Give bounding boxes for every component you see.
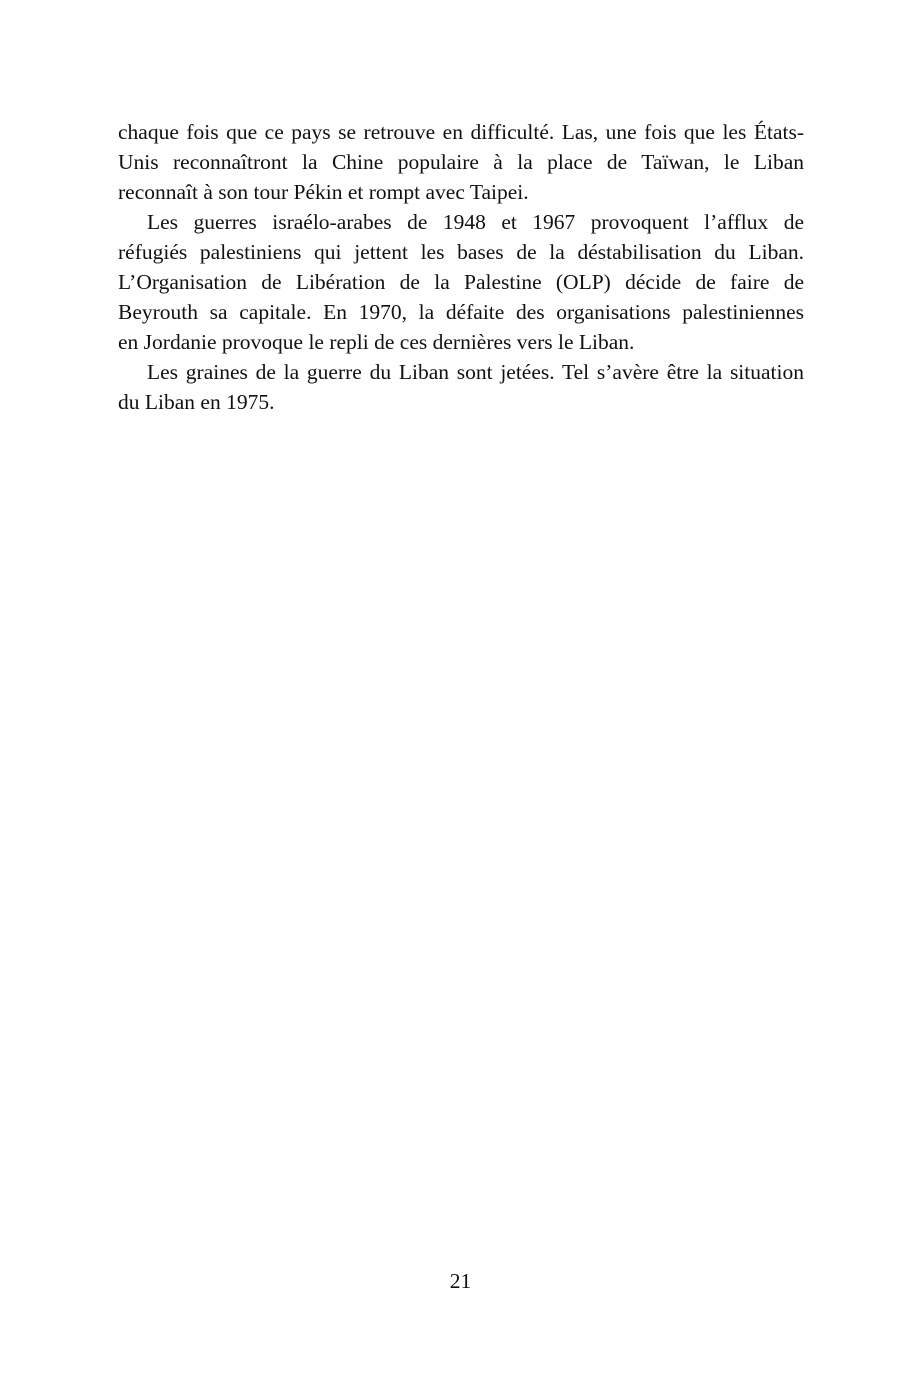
text-line: chaque fois que ce pays se retrouve en difficulté. Las, une fois que les États-	[118, 120, 804, 144]
paragraph-1	[118, 117, 804, 207]
text-line: Les guerres israélo-arabes de 1948 et 1967 provoquent l’afflux de	[147, 210, 804, 234]
paragraph-2	[118, 207, 804, 357]
text-line: réfugiés palestiniens qui jettent les bases de la déstabilisation du Liban.	[118, 240, 804, 264]
text-line: Unis reconnaîtront la Chine populaire à la place de Taïwan, le Liban	[118, 150, 804, 174]
text-line: Les graines de la guerre du Liban sont jetées. Tel s’avère être la situation	[147, 360, 804, 384]
page-number: 21	[449, 1269, 472, 1293]
text-line: en Jordanie provoque le repli de ces dernières vers le Liban.	[118, 330, 635, 354]
text-line: Beyrouth sa capitale. En 1970, la défaite des organisations palestiniennes	[118, 300, 804, 324]
text-line: du Liban en 1975.	[118, 390, 275, 414]
text-line: reconnaît à son tour Pékin et rompt avec Taipei.	[118, 180, 529, 204]
paragraph-3	[118, 357, 804, 417]
text-line: L’Organisation de Libération de la Palestine (OLP) décide de faire de	[118, 270, 804, 294]
body-text	[118, 117, 804, 417]
